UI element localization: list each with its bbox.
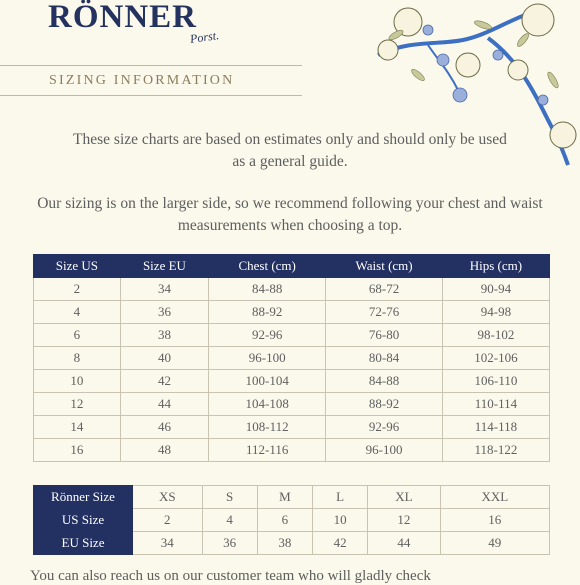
cell-size-eu: 48 (120, 439, 208, 462)
header-size-us: Size US (34, 255, 121, 278)
header-size-eu: Size EU (120, 255, 208, 278)
cell-size-eu: 44 (120, 393, 208, 416)
cell-size-eu: 42 (120, 370, 208, 393)
row-label-eu-size: EU Size (34, 532, 133, 555)
row-label-us-size: US Size (34, 509, 133, 532)
cell-hips: 106-110 (442, 370, 549, 393)
title-rule-top (0, 65, 302, 66)
cell-ronner-size: XS (133, 486, 203, 509)
conversion-row-ronner (34, 486, 550, 509)
cell-chest: 96-100 (209, 347, 326, 370)
table-row (34, 393, 550, 416)
table-row (34, 278, 550, 301)
table-row (34, 439, 550, 462)
footer-text: You can also reach us on our customer team who will gladly check (30, 568, 431, 584)
cell-size-eu: 38 (120, 324, 208, 347)
row-label-ronner-size: Rönner Size (34, 486, 133, 509)
cell-waist: 92-96 (326, 416, 443, 439)
cell-ronner-size: XL (368, 486, 440, 509)
cell-waist: 68-72 (326, 278, 443, 301)
cell-size-us: 12 (34, 393, 121, 416)
cell-hips: 102-106 (442, 347, 549, 370)
cell-hips: 90-94 (442, 278, 549, 301)
header-hips: Hips (cm) (442, 255, 549, 278)
cell-chest: 84-88 (209, 278, 326, 301)
disclaimer-paragraph: These size charts are based on estimates only and should only be used as a general guide. (73, 131, 507, 170)
cell-chest: 104-108 (209, 393, 326, 416)
cell-chest: 112-116 (209, 439, 326, 462)
table-row (34, 324, 550, 347)
cell-chest: 108-112 (209, 416, 326, 439)
cell-hips: 94-98 (442, 301, 549, 324)
cell-hips: 98-102 (442, 324, 549, 347)
cell-waist: 84-88 (326, 370, 443, 393)
cell-size-eu: 40 (120, 347, 208, 370)
cell-hips: 110-114 (442, 393, 549, 416)
cell-waist: 96-100 (326, 439, 443, 462)
cell-ronner-size: XXL (440, 486, 549, 509)
header-chest: Chest (cm) (209, 255, 326, 278)
cell-size-eu: 46 (120, 416, 208, 439)
cell-size-us: 4 (34, 301, 121, 324)
cell-chest: 88-92 (209, 301, 326, 324)
brand-sub-logo: Porst. (189, 28, 220, 46)
title-rule-bottom (0, 95, 302, 96)
cell-hips: 118-122 (442, 439, 549, 462)
cell-us-size: 10 (313, 509, 368, 532)
cell-size-us: 6 (34, 324, 121, 347)
cell-ronner-size: L (313, 486, 368, 509)
cell-eu-size: 36 (202, 532, 257, 555)
cell-size-us: 16 (34, 439, 121, 462)
cell-us-size: 12 (368, 509, 440, 532)
table-row (34, 370, 550, 393)
conversion-row-us (34, 509, 550, 532)
recommendation-paragraph: Our sizing is on the larger side, so we recommend following your chest and waist measurements when choosing a top. (37, 195, 543, 234)
cell-us-size: 4 (202, 509, 257, 532)
cell-us-size: 2 (133, 509, 203, 532)
cell-eu-size: 49 (440, 532, 549, 555)
cell-waist: 72-76 (326, 301, 443, 324)
cell-size-eu: 36 (120, 301, 208, 324)
cell-chest: 100-104 (209, 370, 326, 393)
cell-size-eu: 34 (120, 278, 208, 301)
cell-hips: 114-118 (442, 416, 549, 439)
cell-size-us: 8 (34, 347, 121, 370)
size-conversion-table (33, 485, 550, 555)
cell-size-us: 14 (34, 416, 121, 439)
table-row (34, 347, 550, 370)
cell-ronner-size: S (202, 486, 257, 509)
cell-us-size: 6 (257, 509, 312, 532)
table-row (34, 301, 550, 324)
table-row (34, 416, 550, 439)
cell-chest: 92-96 (209, 324, 326, 347)
table-header-row (34, 255, 550, 278)
cell-eu-size: 38 (257, 532, 312, 555)
cell-waist: 76-80 (326, 324, 443, 347)
conversion-row-eu (34, 532, 550, 555)
cell-waist: 88-92 (326, 393, 443, 416)
size-chart-table (33, 254, 550, 462)
header-waist: Waist (cm) (326, 255, 443, 278)
cell-eu-size: 34 (133, 532, 203, 555)
cell-eu-size: 42 (313, 532, 368, 555)
cell-size-us: 2 (34, 278, 121, 301)
brand-logo: RÖNNER (48, 0, 198, 35)
cell-ronner-size: M (257, 486, 312, 509)
cell-waist: 80-84 (326, 347, 443, 370)
cell-size-us: 10 (34, 370, 121, 393)
cell-eu-size: 44 (368, 532, 440, 555)
cell-us-size: 16 (440, 509, 549, 532)
section-title: SIZING INFORMATION (49, 73, 235, 88)
